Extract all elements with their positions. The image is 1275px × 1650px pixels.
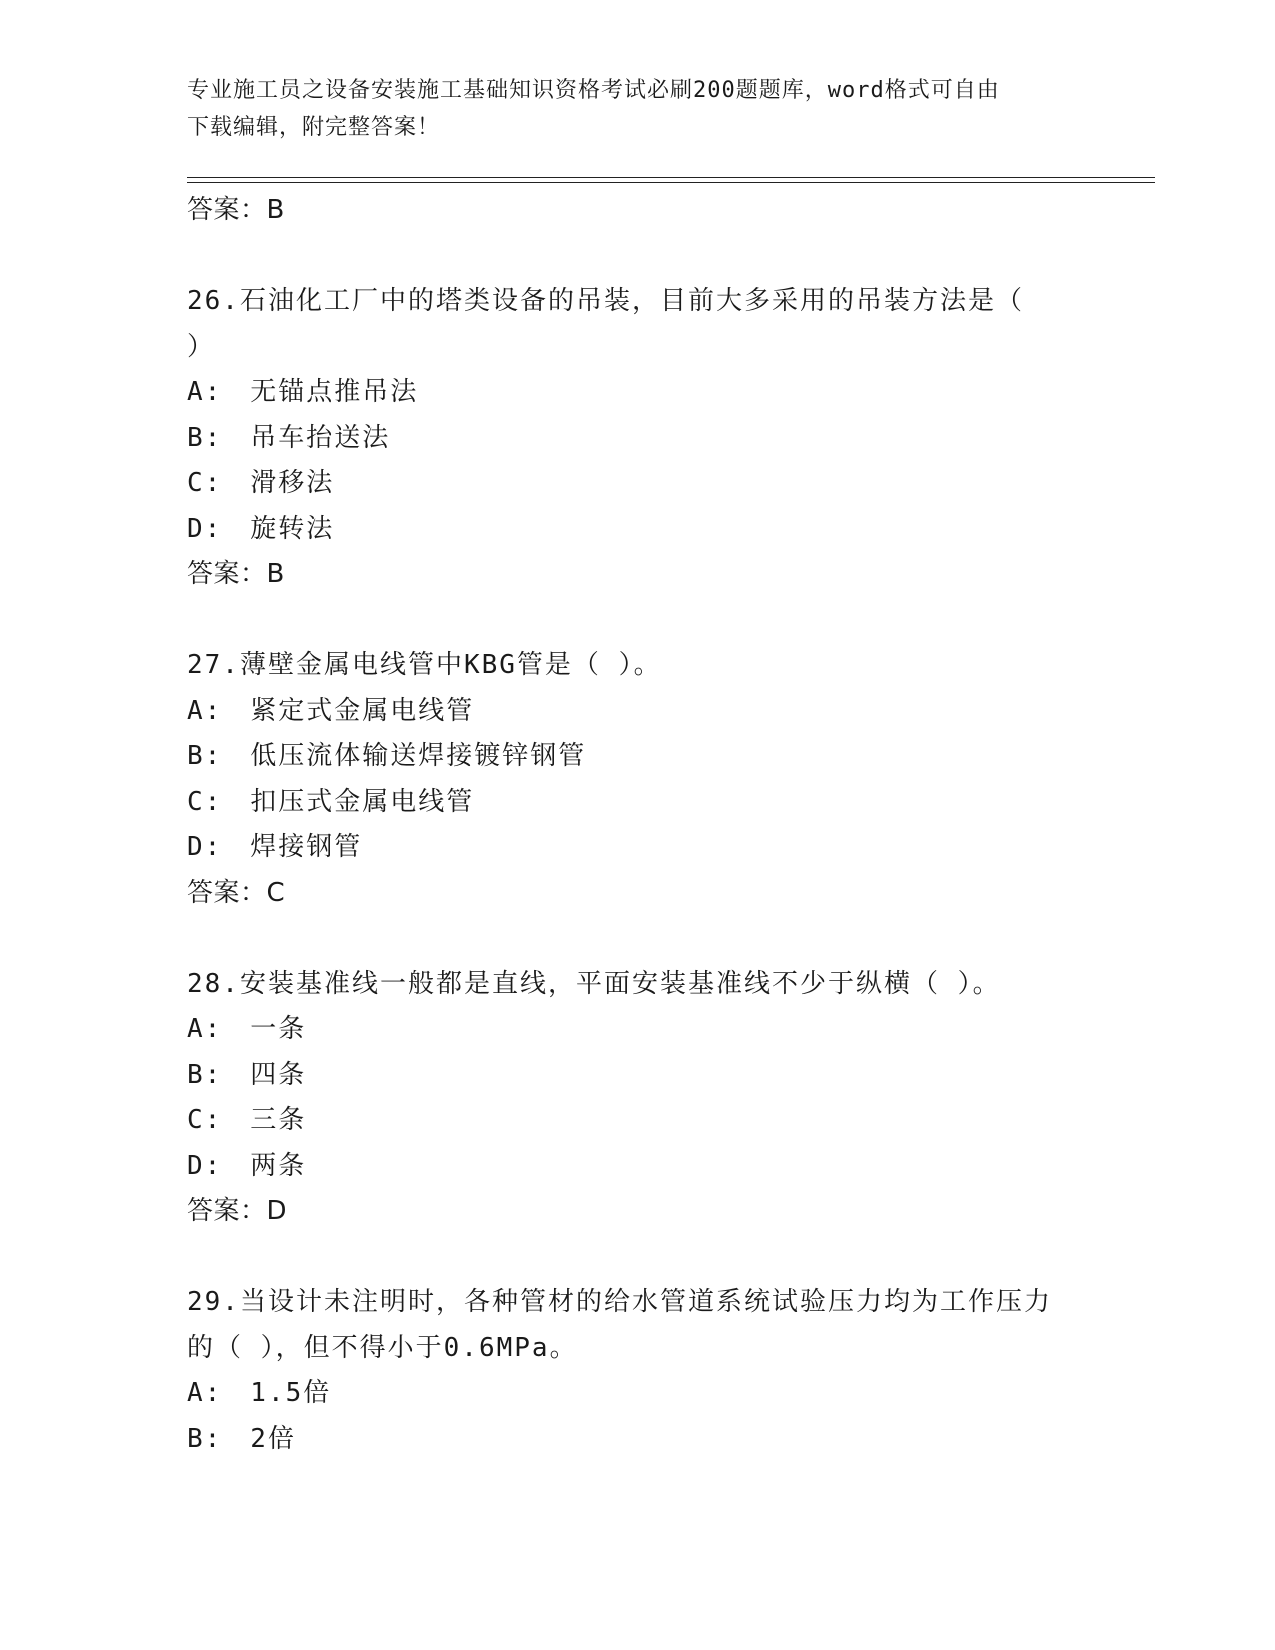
option-a: A: 一条 <box>187 1014 307 1044</box>
header-line-1: 专业施工员之设备安装施工基础知识资格考试必刷200题题库，word格式可自由 <box>187 78 1000 103</box>
question-26 <box>187 279 1087 598</box>
option-a: A: 紧定式金属电线管 <box>187 695 475 726</box>
question-stem: 29.当设计未注明时，各种管材的给水管道系统试验压力均为工作压力 <box>187 1287 1052 1317</box>
option-b: B: 四条 <box>187 1059 307 1090</box>
option-b: B: 2倍 <box>187 1423 296 1454</box>
option-a: A: 无锚点推吊法 <box>187 377 419 407</box>
option-b: B: 吊车抬送法 <box>187 422 391 453</box>
header-divider-bottom <box>187 182 1155 183</box>
option-d: D: 焊接钢管 <box>187 832 363 862</box>
question-stem: 27.薄壁金属电线管中KBG管是（ ）。 <box>187 650 662 680</box>
question-stem-continued: 的（ ），但不得小于0.6MPa。 <box>187 1332 578 1363</box>
option-c: C: 三条 <box>187 1105 307 1135</box>
option-c: C: 扣压式金属电线管 <box>187 786 475 817</box>
question-stem: 28.安装基准线一般都是直线，平面安装基准线不少于纵横（ ）。 <box>187 968 1001 999</box>
answer: 答案：B <box>187 559 285 589</box>
question-list <box>187 188 1087 1462</box>
spacer <box>187 598 1087 644</box>
option-d: D: 两条 <box>187 1150 307 1181</box>
question-28 <box>187 962 1087 1235</box>
option-c: C: 滑移法 <box>187 468 335 498</box>
spacer <box>187 234 1087 280</box>
option-d: D: 旋转法 <box>187 513 335 544</box>
spacer <box>187 916 1087 962</box>
question-stem: 26.石油化工厂中的塔类设备的吊装，目前大多采用的吊装方法是（ <box>187 286 1024 316</box>
answer: 答案：C <box>187 877 286 908</box>
answer: 答案：D <box>187 1196 288 1226</box>
document-header <box>187 72 1067 146</box>
question-stem-continued: ） <box>187 331 216 362</box>
header-divider-top <box>187 177 1155 178</box>
question-29 <box>187 1280 1087 1462</box>
previous-answer: 答案：B <box>187 195 285 225</box>
header-line-2: 下载编辑，附完整答案！ <box>187 115 441 140</box>
option-a: A: 1.5倍 <box>187 1378 332 1408</box>
option-b: B: 低压流体输送焊接镀锌钢管 <box>187 741 587 771</box>
question-27 <box>187 643 1087 916</box>
spacer <box>187 1235 1087 1281</box>
